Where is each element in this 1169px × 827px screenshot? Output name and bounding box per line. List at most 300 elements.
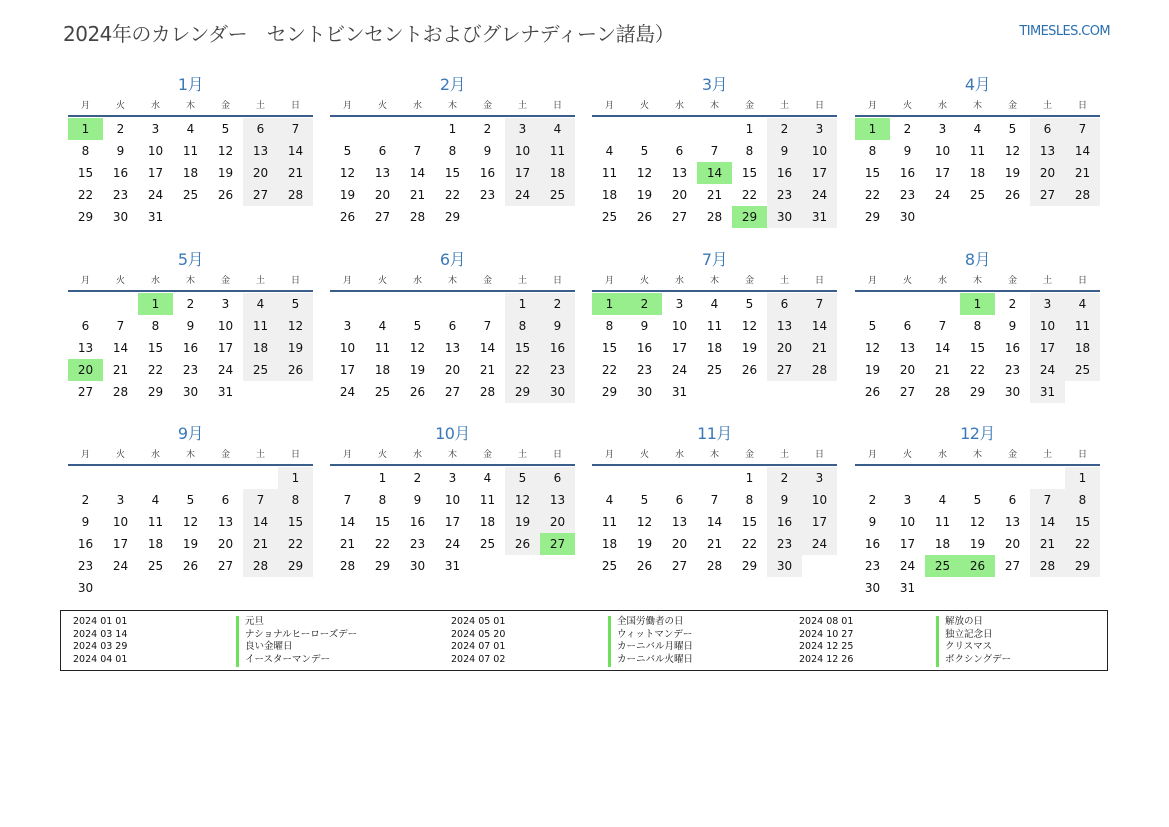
day-cell: 29 bbox=[505, 381, 540, 403]
holiday-date: 2024 10 27 bbox=[799, 628, 854, 640]
day-cell: 15 bbox=[77, 166, 94, 180]
day-cell: 13 bbox=[243, 140, 278, 162]
weekday-label: 火 bbox=[902, 450, 912, 460]
day-cell: 29 bbox=[147, 385, 164, 399]
day-cell: 26 bbox=[1004, 188, 1021, 202]
day-cell: 23 bbox=[1004, 363, 1021, 377]
holiday-name: 良い金曜日 bbox=[236, 641, 293, 654]
day-cell: 19 bbox=[409, 363, 426, 377]
month-block bbox=[330, 424, 575, 577]
day-grid bbox=[855, 467, 1100, 599]
weekday-label: 火 bbox=[377, 450, 387, 460]
holiday-day-cell: 1 bbox=[960, 293, 995, 315]
weekday-label: 水 bbox=[937, 101, 947, 111]
holiday-day-cell: 27 bbox=[540, 533, 575, 555]
day-cell: 11 bbox=[374, 341, 391, 355]
day-cell: 14 bbox=[112, 341, 129, 355]
day-cell: 7 bbox=[343, 493, 352, 507]
day-cell: 28 bbox=[934, 385, 951, 399]
day-cell: 19 bbox=[969, 537, 986, 551]
holiday-name: イースターマンデー bbox=[236, 654, 330, 667]
day-cell: 3 bbox=[448, 471, 457, 485]
holiday-day-cell: 29 bbox=[732, 206, 767, 228]
month-name: 6月 bbox=[439, 250, 466, 269]
day-cell: 25 bbox=[243, 359, 278, 381]
weekday-label: 月 bbox=[342, 101, 352, 111]
day-cell: 21 bbox=[706, 537, 723, 551]
weekday-label: 月 bbox=[604, 276, 614, 286]
day-cell: 17 bbox=[802, 162, 837, 184]
day-cell: 22 bbox=[374, 537, 391, 551]
day-cell: 22 bbox=[278, 533, 313, 555]
empty-cell bbox=[960, 467, 995, 489]
weekday-label: 火 bbox=[902, 276, 912, 286]
day-cell: 24 bbox=[1030, 359, 1065, 381]
day-cell: 27 bbox=[444, 385, 461, 399]
day-cell: 27 bbox=[899, 385, 916, 399]
day-cell: 26 bbox=[278, 359, 313, 381]
day-cell: 11 bbox=[934, 515, 951, 529]
weekday-header bbox=[68, 448, 313, 466]
day-cell: 6 bbox=[675, 493, 684, 507]
day-cell: 11 bbox=[1065, 315, 1100, 337]
day-grid bbox=[68, 467, 313, 599]
day-cell: 2 bbox=[868, 493, 877, 507]
day-cell: 23 bbox=[899, 188, 916, 202]
empty-cell bbox=[103, 293, 138, 315]
site-link[interactable]: TIMESLES.COM bbox=[1019, 24, 1110, 39]
day-cell: 4 bbox=[710, 297, 719, 311]
day-cell: 11 bbox=[601, 166, 618, 180]
day-cell: 20 bbox=[217, 537, 234, 551]
holiday-name: ウィットマンデー bbox=[608, 629, 692, 642]
day-cell: 27 bbox=[217, 559, 234, 573]
weekday-label: 月 bbox=[604, 450, 614, 460]
day-cell: 2 bbox=[483, 122, 492, 136]
day-cell: 20 bbox=[671, 537, 688, 551]
holiday-date: 2024 05 20 bbox=[451, 628, 506, 640]
weekday-label: 月 bbox=[867, 276, 877, 286]
day-cell: 14 bbox=[1065, 140, 1100, 162]
holiday-date: 2024 07 02 bbox=[451, 654, 506, 666]
day-cell: 28 bbox=[409, 210, 426, 224]
day-cell: 27 bbox=[374, 210, 391, 224]
weekday-label: 木 bbox=[972, 101, 982, 111]
weekday-label: 土 bbox=[1042, 101, 1052, 111]
weekday-label: 金 bbox=[744, 276, 754, 286]
day-cell: 5 bbox=[413, 319, 422, 333]
day-cell: 9 bbox=[81, 515, 90, 529]
day-cell: 16 bbox=[767, 511, 802, 533]
day-cell: 13 bbox=[540, 489, 575, 511]
weekday-label: 火 bbox=[639, 450, 649, 460]
day-cell: 23 bbox=[540, 359, 575, 381]
day-cell: 7 bbox=[243, 489, 278, 511]
day-cell: 14 bbox=[278, 140, 313, 162]
weekday-label: 金 bbox=[1007, 450, 1017, 460]
empty-cell bbox=[697, 118, 732, 140]
day-cell: 2 bbox=[1008, 297, 1017, 311]
weekday-label: 月 bbox=[342, 276, 352, 286]
empty-cell bbox=[138, 467, 173, 489]
day-cell: 7 bbox=[413, 144, 422, 158]
holiday-date: 2024 07 01 bbox=[451, 641, 506, 653]
day-cell: 13 bbox=[77, 341, 94, 355]
weekday-label: 金 bbox=[744, 101, 754, 111]
day-cell: 5 bbox=[186, 493, 195, 507]
weekday-header bbox=[330, 274, 575, 292]
day-cell: 14 bbox=[479, 341, 496, 355]
day-cell: 3 bbox=[675, 297, 684, 311]
weekday-label: 土 bbox=[779, 450, 789, 460]
empty-cell bbox=[68, 293, 103, 315]
day-cell: 25 bbox=[601, 210, 618, 224]
day-cell: 12 bbox=[636, 166, 653, 180]
day-cell: 8 bbox=[745, 493, 754, 507]
month-block bbox=[330, 75, 575, 228]
day-cell: 22 bbox=[505, 359, 540, 381]
day-cell: 10 bbox=[899, 515, 916, 529]
holiday-day-cell: 2 bbox=[627, 293, 662, 315]
day-cell: 10 bbox=[339, 341, 356, 355]
empty-cell bbox=[330, 118, 365, 140]
empty-cell bbox=[243, 467, 278, 489]
day-cell: 15 bbox=[374, 515, 391, 529]
day-cell: 3 bbox=[343, 319, 352, 333]
empty-cell bbox=[365, 293, 400, 315]
day-cell: 26 bbox=[741, 363, 758, 377]
day-cell: 16 bbox=[636, 341, 653, 355]
day-cell: 15 bbox=[1065, 511, 1100, 533]
day-cell: 6 bbox=[378, 144, 387, 158]
empty-cell bbox=[890, 467, 925, 489]
day-cell: 18 bbox=[540, 162, 575, 184]
day-cell: 10 bbox=[444, 493, 461, 507]
weekday-label: 土 bbox=[517, 276, 527, 286]
day-cell: 28 bbox=[243, 555, 278, 577]
day-cell: 9 bbox=[413, 493, 422, 507]
day-cell: 4 bbox=[605, 493, 614, 507]
day-cell: 25 bbox=[601, 559, 618, 573]
day-cell: 22 bbox=[864, 188, 881, 202]
day-cell: 30 bbox=[636, 385, 653, 399]
holiday-date: 2024 01 01 bbox=[73, 616, 128, 627]
calendar-grid bbox=[68, 75, 1102, 605]
empty-cell bbox=[470, 293, 505, 315]
holiday-day-cell: 1 bbox=[592, 293, 627, 315]
weekday-label: 水 bbox=[674, 276, 684, 286]
day-cell: 12 bbox=[182, 515, 199, 529]
day-cell: 3 bbox=[116, 493, 125, 507]
empty-cell bbox=[925, 293, 960, 315]
weekday-label: 土 bbox=[255, 450, 265, 460]
day-cell: 5 bbox=[505, 467, 540, 489]
month-name: 5月 bbox=[177, 250, 204, 269]
day-cell: 19 bbox=[505, 511, 540, 533]
day-cell: 5 bbox=[278, 293, 313, 315]
day-cell: 23 bbox=[767, 184, 802, 206]
day-cell: 4 bbox=[483, 471, 492, 485]
empty-cell bbox=[627, 118, 662, 140]
weekday-label: 水 bbox=[412, 450, 422, 460]
holiday-day-cell: 1 bbox=[68, 118, 103, 140]
day-cell: 12 bbox=[409, 341, 426, 355]
day-cell: 2 bbox=[767, 118, 802, 140]
day-cell: 28 bbox=[339, 559, 356, 573]
day-cell: 17 bbox=[1030, 337, 1065, 359]
day-cell: 22 bbox=[1065, 533, 1100, 555]
day-grid bbox=[855, 293, 1100, 403]
weekday-label: 木 bbox=[972, 276, 982, 286]
day-cell: 10 bbox=[112, 515, 129, 529]
holiday-name: ボクシングデー bbox=[936, 654, 1011, 667]
day-cell: 8 bbox=[605, 319, 614, 333]
day-cell: 3 bbox=[505, 118, 540, 140]
day-cell: 23 bbox=[182, 363, 199, 377]
day-cell: 30 bbox=[767, 206, 802, 228]
day-grid bbox=[330, 467, 575, 577]
day-cell: 22 bbox=[969, 363, 986, 377]
day-cell: 30 bbox=[1004, 385, 1021, 399]
day-grid bbox=[68, 293, 313, 403]
day-cell: 20 bbox=[540, 511, 575, 533]
weekday-label: 水 bbox=[937, 450, 947, 460]
weekday-label: 金 bbox=[220, 276, 230, 286]
day-cell: 12 bbox=[339, 166, 356, 180]
day-cell: 24 bbox=[934, 188, 951, 202]
day-cell: 23 bbox=[479, 188, 496, 202]
weekday-label: 土 bbox=[1042, 276, 1052, 286]
day-cell: 21 bbox=[409, 188, 426, 202]
empty-cell bbox=[592, 467, 627, 489]
day-cell: 5 bbox=[343, 144, 352, 158]
day-cell: 22 bbox=[444, 188, 461, 202]
weekday-label: 金 bbox=[1007, 101, 1017, 111]
day-cell: 26 bbox=[636, 559, 653, 573]
day-cell: 12 bbox=[969, 515, 986, 529]
day-cell: 7 bbox=[710, 144, 719, 158]
day-cell: 23 bbox=[112, 188, 129, 202]
weekday-label: 日 bbox=[552, 101, 562, 111]
holiday-name: ナショナルヒーローズデー bbox=[236, 629, 357, 642]
day-cell: 10 bbox=[802, 140, 837, 162]
day-cell: 1 bbox=[448, 122, 457, 136]
empty-cell bbox=[662, 118, 697, 140]
month-name: 12月 bbox=[960, 424, 995, 443]
day-cell: 6 bbox=[767, 293, 802, 315]
weekday-label: 日 bbox=[552, 450, 562, 460]
day-cell: 25 bbox=[969, 188, 986, 202]
day-cell: 3 bbox=[151, 122, 160, 136]
holiday-date: 2024 12 25 bbox=[799, 641, 854, 653]
day-cell: 12 bbox=[505, 489, 540, 511]
day-cell: 6 bbox=[675, 144, 684, 158]
day-cell: 25 bbox=[182, 188, 199, 202]
day-cell: 23 bbox=[864, 559, 881, 573]
day-cell: 1 bbox=[1065, 467, 1100, 489]
day-cell: 9 bbox=[540, 315, 575, 337]
day-cell: 9 bbox=[868, 515, 877, 529]
weekday-label: 日 bbox=[290, 276, 300, 286]
day-cell: 30 bbox=[767, 555, 802, 577]
weekday-label: 木 bbox=[447, 450, 457, 460]
weekday-label: 日 bbox=[552, 276, 562, 286]
day-cell: 14 bbox=[934, 341, 951, 355]
day-cell: 14 bbox=[706, 515, 723, 529]
day-cell: 7 bbox=[1065, 118, 1100, 140]
day-cell: 6 bbox=[221, 493, 230, 507]
day-cell: 14 bbox=[339, 515, 356, 529]
day-cell: 3 bbox=[938, 122, 947, 136]
day-cell: 15 bbox=[444, 166, 461, 180]
weekday-header bbox=[592, 448, 837, 466]
holiday-day-cell: 25 bbox=[925, 555, 960, 577]
day-cell: 7 bbox=[116, 319, 125, 333]
day-cell: 18 bbox=[934, 537, 951, 551]
day-cell: 4 bbox=[1065, 293, 1100, 315]
day-cell: 31 bbox=[802, 206, 837, 228]
day-cell: 16 bbox=[1004, 341, 1021, 355]
day-cell: 25 bbox=[1065, 359, 1100, 381]
weekday-header bbox=[592, 99, 837, 117]
day-cell: 29 bbox=[278, 555, 313, 577]
page-title: 2024年のカレンダー セントビンセントおよびグレナディーン諸島） bbox=[63, 22, 675, 46]
weekday-label: 日 bbox=[290, 450, 300, 460]
day-cell: 3 bbox=[903, 493, 912, 507]
day-cell: 16 bbox=[77, 537, 94, 551]
day-cell: 21 bbox=[1065, 162, 1100, 184]
weekday-label: 火 bbox=[377, 276, 387, 286]
day-cell: 3 bbox=[802, 118, 837, 140]
weekday-label: 土 bbox=[517, 450, 527, 460]
day-cell: 13 bbox=[374, 166, 391, 180]
day-cell: 20 bbox=[899, 363, 916, 377]
day-cell: 5 bbox=[868, 319, 877, 333]
weekday-label: 日 bbox=[1077, 450, 1087, 460]
holiday-name: カーニバル月曜日 bbox=[608, 641, 693, 654]
day-cell: 20 bbox=[243, 162, 278, 184]
day-cell: 26 bbox=[182, 559, 199, 573]
day-cell: 24 bbox=[899, 559, 916, 573]
day-cell: 18 bbox=[374, 363, 391, 377]
weekday-label: 水 bbox=[674, 450, 684, 460]
holiday-date: 2024 03 14 bbox=[73, 628, 128, 640]
weekday-label: 火 bbox=[639, 101, 649, 111]
day-cell: 4 bbox=[151, 493, 160, 507]
day-cell: 10 bbox=[934, 144, 951, 158]
day-cell: 10 bbox=[217, 319, 234, 333]
day-cell: 11 bbox=[479, 493, 496, 507]
empty-cell bbox=[208, 467, 243, 489]
day-grid bbox=[592, 118, 837, 228]
day-cell: 30 bbox=[409, 559, 426, 573]
day-cell: 8 bbox=[505, 315, 540, 337]
day-grid bbox=[330, 118, 575, 228]
day-cell: 1 bbox=[378, 471, 387, 485]
day-cell: 19 bbox=[1004, 166, 1021, 180]
day-cell: 17 bbox=[217, 341, 234, 355]
day-cell: 24 bbox=[802, 184, 837, 206]
day-cell: 11 bbox=[540, 140, 575, 162]
weekday-header bbox=[330, 448, 575, 466]
day-cell: 6 bbox=[540, 467, 575, 489]
weekday-label: 木 bbox=[972, 450, 982, 460]
day-cell: 18 bbox=[182, 166, 199, 180]
day-cell: 2 bbox=[81, 493, 90, 507]
day-cell: 7 bbox=[278, 118, 313, 140]
day-grid bbox=[68, 118, 313, 228]
weekday-label: 木 bbox=[709, 450, 719, 460]
day-cell: 12 bbox=[636, 515, 653, 529]
empty-cell bbox=[995, 467, 1030, 489]
day-cell: 28 bbox=[1065, 184, 1100, 206]
day-cell: 16 bbox=[540, 337, 575, 359]
month-name: 1月 bbox=[177, 75, 204, 94]
empty-cell bbox=[330, 293, 365, 315]
day-cell: 31 bbox=[899, 581, 916, 595]
day-cell: 19 bbox=[741, 341, 758, 355]
day-cell: 7 bbox=[1030, 489, 1065, 511]
day-cell: 23 bbox=[767, 533, 802, 555]
weekday-label: 火 bbox=[115, 101, 125, 111]
weekday-label: 木 bbox=[447, 276, 457, 286]
day-cell: 26 bbox=[505, 533, 540, 555]
day-cell: 11 bbox=[182, 144, 199, 158]
day-cell: 26 bbox=[636, 210, 653, 224]
day-cell: 25 bbox=[540, 184, 575, 206]
day-cell: 27 bbox=[243, 184, 278, 206]
day-cell: 18 bbox=[601, 188, 618, 202]
holiday-name: 独立記念日 bbox=[936, 629, 993, 642]
day-cell: 10 bbox=[802, 489, 837, 511]
day-cell: 19 bbox=[864, 363, 881, 377]
day-cell: 27 bbox=[1030, 184, 1065, 206]
day-cell: 8 bbox=[278, 489, 313, 511]
day-cell: 9 bbox=[640, 319, 649, 333]
day-cell: 2 bbox=[540, 293, 575, 315]
day-cell: 17 bbox=[802, 511, 837, 533]
day-cell: 30 bbox=[864, 581, 881, 595]
day-cell: 31 bbox=[671, 385, 688, 399]
day-cell: 19 bbox=[636, 537, 653, 551]
holiday-date: 2024 08 01 bbox=[799, 616, 854, 627]
day-cell: 7 bbox=[483, 319, 492, 333]
day-cell: 4 bbox=[605, 144, 614, 158]
day-cell: 24 bbox=[444, 537, 461, 551]
day-cell: 15 bbox=[147, 341, 164, 355]
day-cell: 25 bbox=[147, 559, 164, 573]
day-cell: 14 bbox=[243, 511, 278, 533]
day-cell: 4 bbox=[186, 122, 195, 136]
day-cell: 11 bbox=[243, 315, 278, 337]
day-cell: 17 bbox=[444, 515, 461, 529]
day-cell: 5 bbox=[640, 144, 649, 158]
month-block bbox=[330, 250, 575, 403]
day-cell: 15 bbox=[505, 337, 540, 359]
day-cell: 15 bbox=[741, 166, 758, 180]
day-cell: 9 bbox=[767, 489, 802, 511]
weekday-label: 火 bbox=[639, 276, 649, 286]
weekday-label: 金 bbox=[1007, 276, 1017, 286]
empty-cell bbox=[925, 467, 960, 489]
weekday-label: 木 bbox=[185, 101, 195, 111]
day-cell: 1 bbox=[278, 467, 313, 489]
weekday-header bbox=[855, 99, 1100, 117]
day-cell: 5 bbox=[1008, 122, 1017, 136]
weekday-label: 月 bbox=[867, 450, 877, 460]
day-cell: 6 bbox=[903, 319, 912, 333]
day-cell: 15 bbox=[601, 341, 618, 355]
